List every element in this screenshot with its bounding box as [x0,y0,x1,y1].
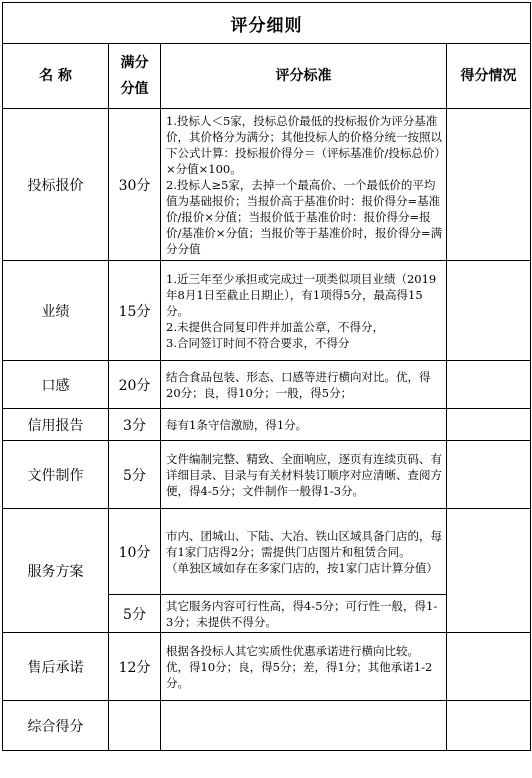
criteria-line: 3.合同签订时间不符合要求，不得分 [166,335,350,350]
header-result: 得分情况 [447,44,531,109]
table-title: 评分细则 [3,3,531,44]
row-criteria [161,509,447,595]
row-criteria [161,109,447,261]
row-max-score: 30分 [109,109,161,261]
row-criteria [161,441,447,509]
row-result-cell [447,261,531,361]
row-name: 口感 [3,361,109,409]
criteria-line: 每有1条守信激励，得1分。 [166,417,308,432]
total-criteria-cell [161,701,447,751]
row-criteria [161,633,447,701]
row-name: 信用报告 [3,409,109,441]
row-criteria [161,361,447,409]
row-max-score: 5分 [109,441,161,509]
row-name: 业绩 [3,261,109,361]
criteria-line: 其它服务内容可行性高，得4-5分；可行性一般，得1-3分；未提供不得分。 [166,598,438,629]
scoring-table [2,2,531,751]
row-result-cell [447,361,531,409]
total-label: 综合得分 [3,701,109,751]
criteria-line: 1.投标人＜5家，投标总价最低的投标报价为评分基准价，其价格分为满分；其他投标人的价格分统一按照以下公式计算：投标报价得分＝（评标基准价/投标总价）×分值×100。 [166,113,442,176]
header-max-score: 满分 分值 [109,44,161,109]
row-result-cell [447,109,531,261]
row-name: 投标报价 [3,109,109,261]
row-result-cell [447,441,531,509]
criteria-line: （单独区域如存在多家门店的，按1家门店计算分值） [166,560,438,575]
row-name: 服务方案 [3,509,109,633]
row-name: 售后承诺 [3,633,109,701]
criteria-line: 优，得10分；良，得5分；差，得1分；其他承诺1-2分。 [166,659,433,690]
row-max-score: 10分 [109,509,161,595]
table-row [3,361,531,409]
row-max-score: 20分 [109,361,161,409]
criteria-line: 文件编制完整、精致、全面响应，逐页有连续页码、有详细目录、目录与有关材料装订顺序对应清晰、查阅方便，得4-5分；文件制作一般得1-3分。 [166,451,442,498]
criteria-line: 根据各投标人其它实质性优惠承诺进行横向比较。 [166,643,419,658]
table-row [3,701,531,751]
row-criteria [161,409,447,441]
criteria-line: 2.投标人≥5家，去掉一个最高价、一个最低价的平均值为基础报价；当报价高于基准价时：报价得分=基准价/报价×分值；当报价低于基准价时：报价得分=报价/基准价×分值；当报价等于基准价时，报价得分=满分分值 [166,177,443,256]
row-max-score: 15分 [109,261,161,361]
table-row [3,261,531,361]
criteria-line: 市内、团城山、下陆、大冶、铁山区域具备门店的，每有1家门店得2分；需提供门店图片和租赁合同。 [166,528,442,559]
row-max-score: 3分 [109,409,161,441]
row-result-cell [447,633,531,701]
total-max-cell [109,701,161,751]
table-row [3,441,531,509]
criteria-line: 2.未提供合同复印件并加盖公章，不得分， [166,319,384,334]
row-criteria [161,595,447,633]
table-row [3,409,531,441]
row-result-cell [447,409,531,441]
row-max-score: 5分 [109,595,161,633]
table-row [3,633,531,701]
header-name: 名 称 [3,44,109,109]
header-criteria: 评分标准 [161,44,447,109]
row-criteria [161,261,447,361]
criteria-line: 结合食品包装、形态、口感等进行横向对比。优，得20分；良，得10分；一般，得5分； [166,369,431,400]
criteria-line: 1.近三年至少承担或完成过一项类似项目业绩（2019年8月1日至截止日期止），有1项得5分，最高得15分。 [166,271,437,318]
row-result-cell [447,509,531,633]
table-row [3,509,531,595]
total-result-cell [447,701,531,751]
row-max-score: 12分 [109,633,161,701]
row-name: 文件制作 [3,441,109,509]
table-row [3,109,531,261]
